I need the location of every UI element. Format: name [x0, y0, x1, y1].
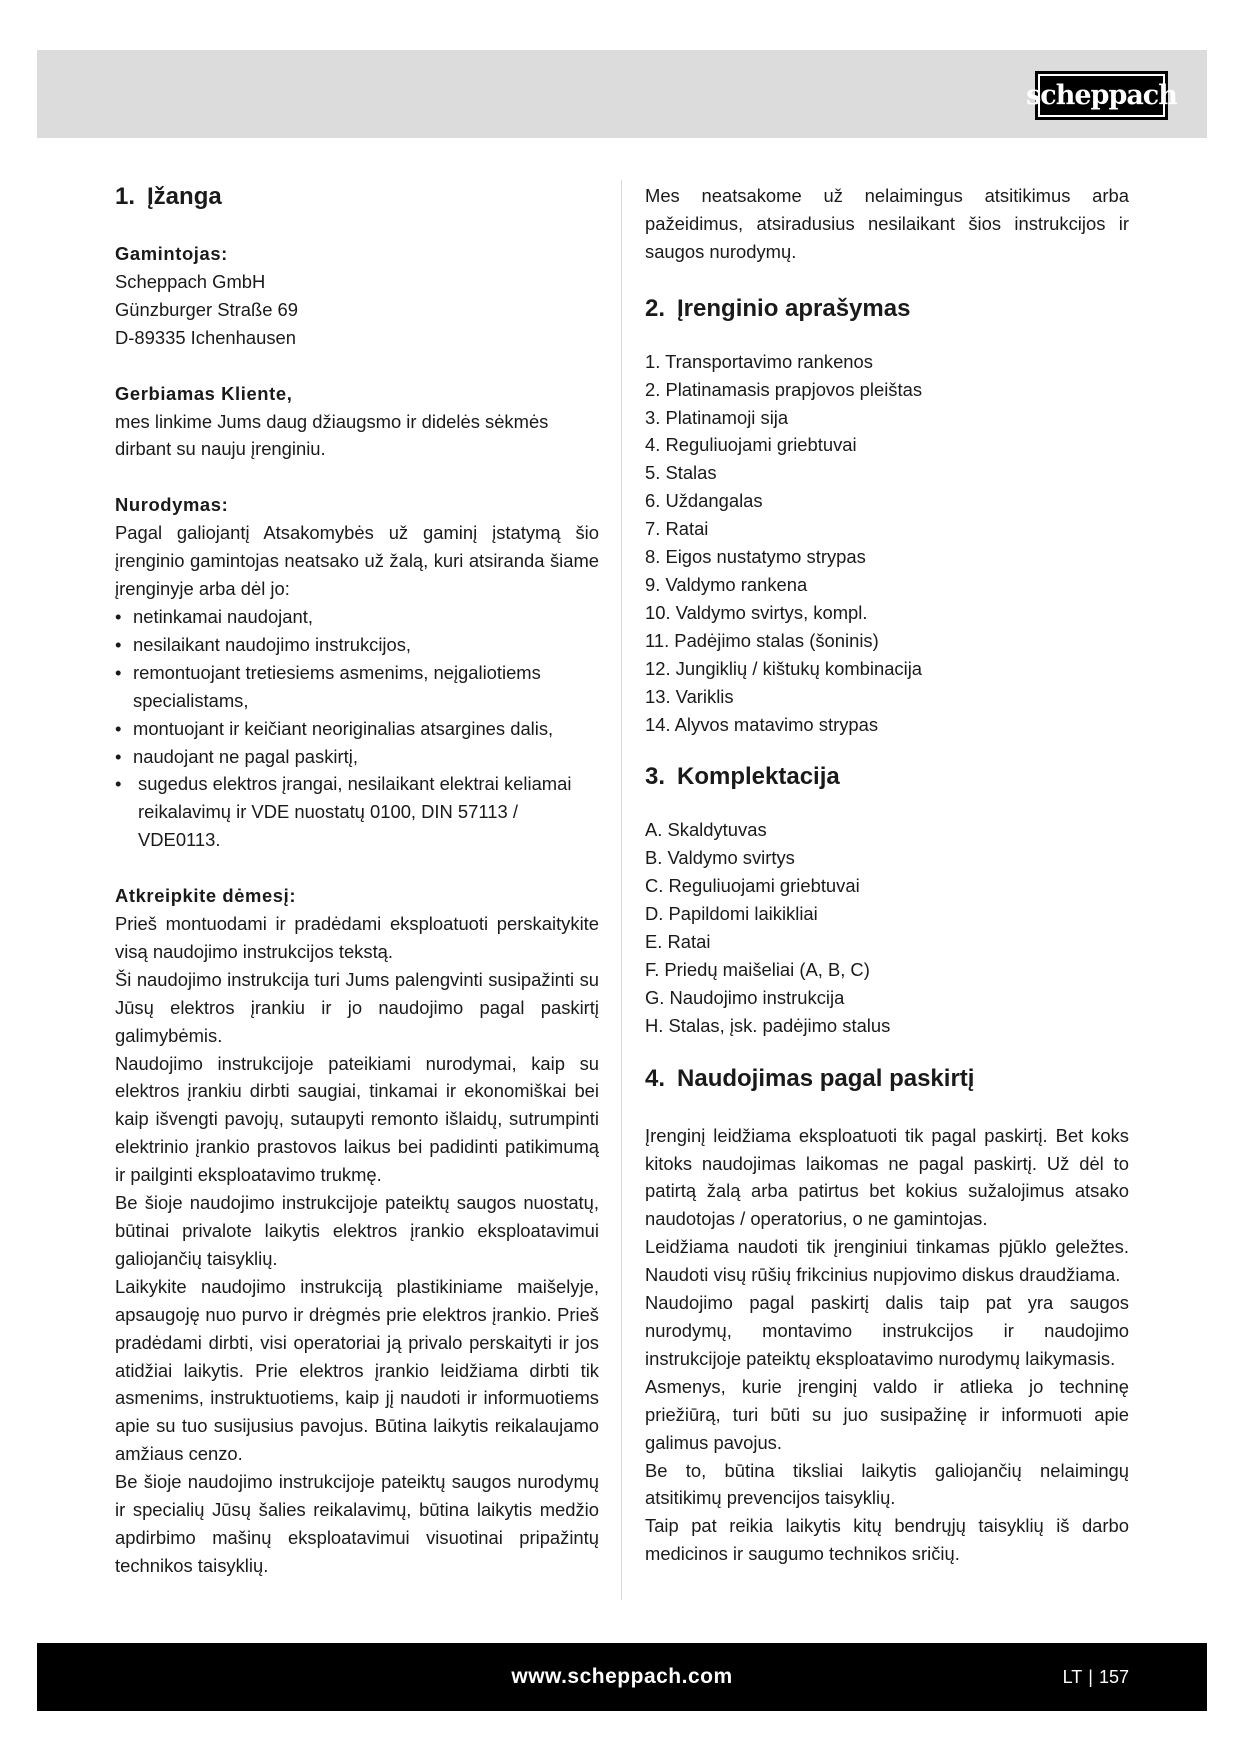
intended-use-paragraph: Be to, būtina tiksliai laikytis galiojančių nelaimingų atsitikimų prevencijos taisyklių. — [645, 1459, 1129, 1509]
list-item: 4. Reguliuojami griebtuvai — [645, 434, 857, 456]
manufacturer-line: Scheppach GmbH — [115, 270, 266, 292]
list-item: C. Reguliuojami griebtuvai — [645, 875, 860, 897]
disclaimer-text: Mes neatsakome už nelaimingus atsitikimus arba pažeidimus, atsiradusius nesilaikant šios instrukcijos ir saugos nurodymų. — [645, 185, 1129, 262]
list-item: • sugedus elektros įrangai, nesilaikant elektrai keliamai reikalavimų ir VDE nuostatų 0100, DIN 57113 / VDE0113. — [115, 770, 599, 854]
list-item: 5. Stalas — [645, 462, 717, 484]
note-text: Pagal galiojantį Atsakomybės už gaminį įstatymą šio įrenginio gamintojas neatsako už žalą, kuri atsiranda šiame įrenginyje arba dėl jo: — [115, 522, 599, 600]
scheppach-logo — [1026, 71, 1177, 120]
list-item: D. Papildomi laikikliai — [645, 903, 818, 925]
list-item: 10. Valdymo svirtys, kompl. — [645, 601, 868, 623]
attention-label: Atkreipkite dėmesį: — [115, 885, 297, 907]
list-item: G. Naudojimo instrukcija — [645, 986, 845, 1008]
list-item: H. Stalas, įsk. padėjimo stalus — [645, 1014, 891, 1036]
list-item: 14. Alyvos matavimo strypas — [645, 713, 879, 735]
list-item: 12. Jungiklių / kištukų kombinacija — [645, 657, 923, 679]
list-item: 13. Variklis — [645, 685, 734, 707]
section-4-heading: 4. Naudojimas pagal paskirtį — [645, 1064, 975, 1092]
attention-paragraph: Ši naudojimo instrukcija turi Jums palengvinti susipažinti su Jūsų elektros įrankiu ir jo naudojimo pagal paskirtį galimybėmis. — [115, 968, 599, 1046]
list-item: • nesilaikant naudojimo instrukcijos, — [115, 631, 599, 659]
manufacturer-line: Günzburger Straße 69 — [115, 298, 298, 320]
list-item: E. Ratai — [645, 931, 711, 953]
list-item: 2. Platinamasis prapjovos pleištas — [645, 378, 923, 400]
intended-use-paragraph: Asmenys, kurie įrenginį valdo ir atlieka jo techninę priežiūrą, turi būti su juo susipažinę ir informuoti apie galimus pavojus. — [645, 1375, 1129, 1453]
page-number: LT | 157 — [1062, 1667, 1129, 1687]
intended-use-paragraph: Leidžiama naudoti tik įrenginiui tinkamas pjūklo geležtes. Naudoti visų rūšių frikcinius nupjovimo diskus draudžiama. — [645, 1236, 1129, 1286]
attention-paragraph: Be šioje naudojimo instrukcijoje pateiktų saugos nuostatų, būtinai privalote laikytis elektros įrankio eksploatavimui galiojančių taisyklių. — [115, 1192, 599, 1269]
greeting-label: Gerbiamas Kliente, — [115, 382, 293, 404]
list-item: • netinkamai naudojant, — [115, 603, 599, 631]
list-item: 9. Valdymo rankena — [645, 573, 808, 595]
list-item: 3. Platinamoji sija — [645, 406, 789, 428]
right-column — [645, 182, 1129, 1568]
list-item: • montuojant ir keičiant neoriginalias atsargines dalis, — [115, 715, 599, 743]
intended-use-paragraph: Naudojimo pagal paskirtį dalis taip pat yra saugos nurodymų, montavimo instrukcijos ir naudojimo instrukcijoje pateiktų eksploatavimo nurodymų laikymasis. — [645, 1292, 1129, 1369]
package-list — [645, 816, 1129, 1039]
list-item: B. Valdymo svirtys — [645, 847, 795, 869]
attention-paragraph: Naudojimo instrukcijoje pateikiami nurodymai, kaip su elektros įrankiu dirbti saugiai, tinkamai ir ekonomiškai bei kaip išvengti pavojų, sutaupyti remonto išlaidų, sutrumpinti elektrinio įrankio prastovos laikus bei padidinti patikimumą ir pailginti eksploatavimo trukmę. — [115, 1052, 599, 1186]
manufacturer-label: Gamintojas: — [115, 243, 228, 264]
note-label: Nurodymas: — [115, 494, 229, 516]
liability-list — [115, 603, 599, 854]
attention-paragraph: Laikykite naudojimo instrukciją plastikiniame maišelyje, apsaugoję nuo purvo ir drėgmės prie elektros įrankio. Prieš pradėdami dirbti, visi operatoriai ją privalo perskaityti ir jos atidžiai laikytis. Prie elektros įrankio leidžiama dirbti tik asmenims, instruktuotiems, kaip jį naudoti ir informuotiems apie su tuo susijusius pavojus. Būtina laikytis reikalaujamo amžiaus cenzo. — [115, 1275, 599, 1465]
list-item: 8. Eigos nustatymo strypas — [645, 546, 866, 568]
parts-list — [645, 348, 1129, 739]
intended-use-paragraph: Taip pat reikia laikytis kitų bendrųjų taisyklių iš darbo medicinos ir saugumo technikos sričių. — [645, 1515, 1129, 1565]
list-item: A. Skaldytuvas — [645, 819, 767, 841]
footer-bar — [37, 1643, 1207, 1711]
list-item: 7. Ratai — [645, 518, 709, 540]
section-1-heading: 1. Įžanga — [115, 183, 222, 210]
left-column — [115, 182, 599, 1580]
intended-use-paragraph: Įrenginį leidžiama eksploatuoti tik pagal paskirtį. Bet koks kitoks naudojimas laikomas ne pagal paskirtį. Už dėl to patirtą žalą arba patirtus bet kokius sužalojimus atsako naudotojas / operatorius, o ne gamintojas. — [645, 1124, 1129, 1230]
list-item: • naudojant ne pagal paskirtį, — [115, 743, 599, 771]
list-item: 11. Padėjimo stalas (šoninis) — [645, 629, 879, 651]
attention-paragraph: Be šioje naudojimo instrukcijoje pateiktų saugos nurodymų ir specialių Jūsų šalies reikalavimų, būtina laikytis medžio apdirbimo mašinų eksploatavimui visuotinai pripažintų technikos taisyklių. — [115, 1471, 599, 1576]
list-item: • remontuojant tretiesiems asmenims, neįgaliotiems specialistams, — [115, 659, 599, 715]
list-item: 1. Transportavimo rankenos — [645, 350, 873, 372]
manufacturer-line: D-89335 Ichenhausen — [115, 326, 296, 348]
greeting-text: mes linkime Jums daug džiaugsmo ir didelės sėkmės dirbant su nauju įrenginiu. — [115, 410, 549, 460]
footer-url[interactable]: www.scheppach.com — [511, 1665, 733, 1688]
section-3-heading: 3. Komplektacija — [645, 763, 840, 791]
list-item: F. Priedų maišeliai (A, B, C) — [645, 958, 870, 980]
list-item: 6. Uždangalas — [645, 490, 763, 512]
attention-paragraph: Prieš montuodami ir pradėdami eksploatuoti perskaitykite visą naudojimo instrukcijos tekstą. — [115, 913, 599, 962]
section-2-heading: 2. Įrenginio aprašymas — [645, 294, 911, 322]
column-divider — [621, 180, 622, 1600]
logo-text: scheppach — [1026, 80, 1177, 111]
